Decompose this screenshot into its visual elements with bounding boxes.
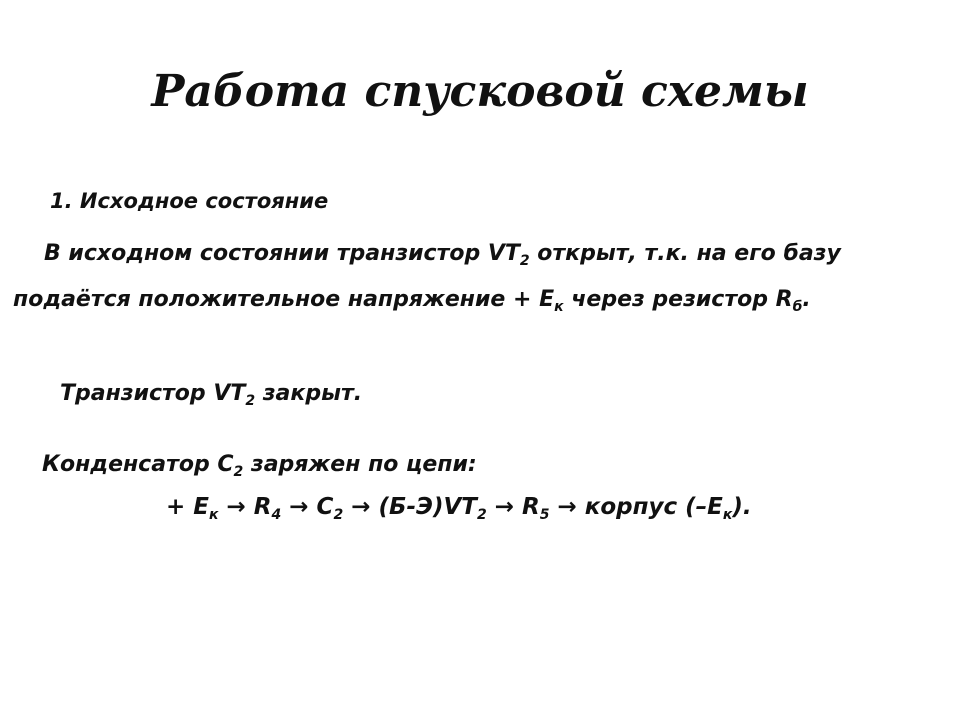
text-fragment: открыт, т.к. на его базу xyxy=(529,241,841,266)
subscript: к xyxy=(209,507,219,523)
text-fragment: Конденсатор С xyxy=(42,452,234,477)
text-fragment: заряжен по цепи: xyxy=(243,452,477,477)
subscript: 5 xyxy=(539,507,550,523)
text-fragment: через резистор R xyxy=(563,287,793,312)
slide-title: Работа спусковой схемы xyxy=(151,66,809,117)
text-fragment: В исходном состоянии транзистор VT xyxy=(44,241,520,266)
text-fragment: → корпус (–Е xyxy=(549,494,723,520)
charging-chain-formula xyxy=(166,492,752,522)
subscript: 2 xyxy=(245,393,256,409)
subscript: 2 xyxy=(333,507,344,523)
text-fragment: → R xyxy=(486,494,540,520)
subscript: 2 xyxy=(519,253,530,269)
text-fragment: → С xyxy=(281,494,334,520)
text-fragment: . xyxy=(802,287,811,312)
subscript: к xyxy=(722,507,733,523)
text-fragment: + Е xyxy=(166,494,209,520)
subscript: к xyxy=(554,299,564,315)
text-fragment: подаётся положительное напряжение + Е xyxy=(13,287,555,312)
subscript: 2 xyxy=(233,464,244,480)
paragraph-line-2 xyxy=(13,285,811,315)
text-fragment: → R xyxy=(218,494,272,520)
capacitor-line xyxy=(42,450,477,480)
paragraph-line-1 xyxy=(44,239,841,269)
text-fragment: Транзистор VT xyxy=(60,381,246,406)
subheading: 1. Исходное состояние xyxy=(50,189,329,213)
subscript: 4 xyxy=(271,507,282,523)
text-fragment: ). xyxy=(732,494,752,520)
transistor-closed-line xyxy=(60,379,362,409)
text-fragment: закрыт. xyxy=(255,381,363,406)
subscript: 2 xyxy=(476,507,487,523)
subscript: б xyxy=(792,299,803,315)
text-fragment: → (Б-Э)VT xyxy=(343,494,477,520)
